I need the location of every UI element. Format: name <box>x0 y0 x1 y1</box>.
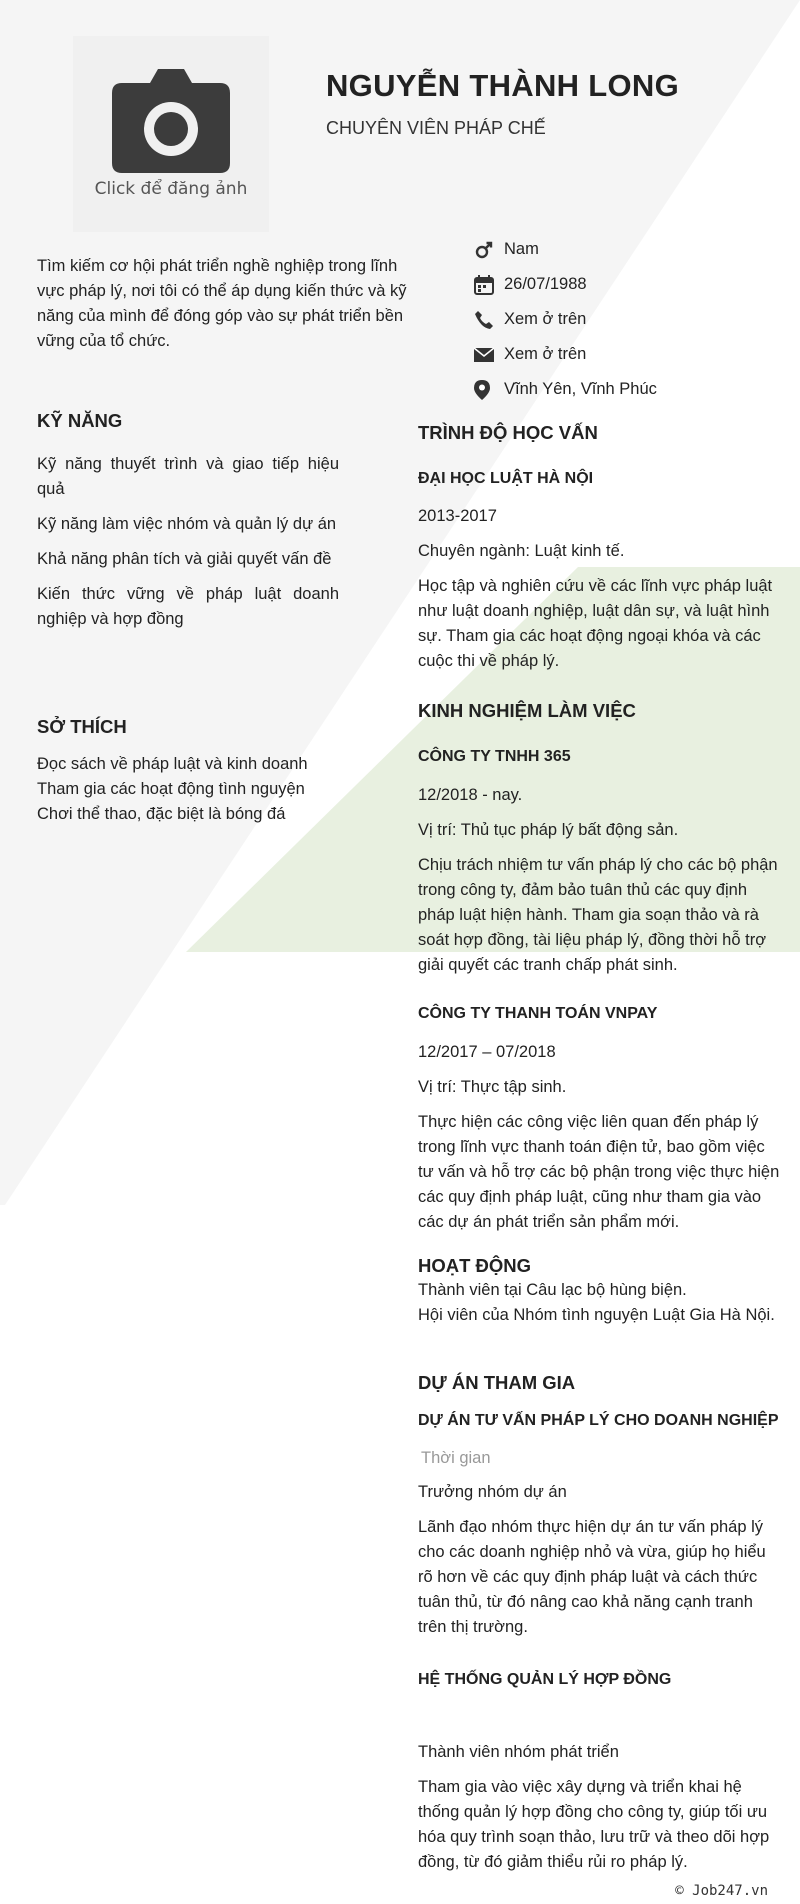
experience-heading: KINH NGHIỆM LÀM VIỆC <box>418 700 636 721</box>
skill-item: Khả năng phân tích và giải quyết vấn đề <box>37 550 332 568</box>
project-name: DỰ ÁN TƯ VẤN PHÁP LÝ CHO DOANH NGHIỆP <box>418 1412 779 1429</box>
job-period: 12/2018 - nay. <box>418 786 523 804</box>
hobbies-heading: SỞ THÍCH <box>37 716 127 737</box>
contact-gender-value: Nam <box>504 240 539 258</box>
contact-info <box>474 232 657 407</box>
contact-email <box>474 337 657 372</box>
contact-address <box>474 372 657 407</box>
footer-copyright: © Job247.vn <box>675 1883 768 1899</box>
contact-email-value: Xem ở trên <box>504 345 587 363</box>
contact-gender <box>474 232 657 267</box>
project-time: Thời gian <box>421 1449 491 1467</box>
project-role: Thành viên nhóm phát triển <box>418 1743 619 1761</box>
candidate-name: NGUYỄN THÀNH LONG <box>326 68 679 103</box>
job-position: Vị trí: Thủ tục pháp lý bất động sản. <box>418 821 679 839</box>
job-company: CÔNG TY THANH TOÁN VNPAY <box>418 1005 658 1022</box>
skill-item: Kỹ năng thuyết trình và giao tiếp hiệu quả <box>37 455 339 498</box>
gender-icon <box>474 239 504 261</box>
education-description: Học tập và nghiên cứu về các lĩnh vực pháp luật như luật doanh nghiệp, luật dân sự, và luật hình sự. Tham gia các hoạt động ngoại khóa và các cuộc thi về pháp lý. <box>418 577 773 670</box>
hobbies-list <box>37 752 308 827</box>
camera-icon <box>112 69 230 173</box>
hobby-item: Đọc sách về pháp luật và kinh doanh <box>37 755 308 773</box>
contact-birthday <box>474 267 657 302</box>
education-school: ĐẠI HỌC LUẬT HÀ NỘI <box>418 470 594 487</box>
photo-upload-label: Click để đăng ảnh <box>94 179 248 199</box>
project-description: Lãnh đạo nhóm thực hiện dự án tư vấn pháp lý cho các doanh nghiệp nhỏ và vừa, giúp họ hiểu rõ hơn về các quy định pháp luật và cách thức tuân thủ, từ đó nâng cao khả năng cạnh tranh trên thị trường. <box>418 1518 766 1636</box>
project-role: Trưởng nhóm dự án <box>418 1483 567 1501</box>
contact-birthday-value: 26/07/1988 <box>504 275 587 293</box>
hobby-item: Tham gia các hoạt động tình nguyện <box>37 780 305 798</box>
calendar-icon <box>474 274 504 296</box>
education-heading: TRÌNH ĐỘ HỌC VẤN <box>418 422 598 443</box>
education-period: 2013-2017 <box>418 507 497 525</box>
job-company: CÔNG TY TNHH 365 <box>418 748 571 765</box>
skills-heading: KỸ NĂNG <box>37 410 123 431</box>
phone-icon <box>474 309 504 331</box>
projects-heading: DỰ ÁN THAM GIA <box>418 1372 576 1393</box>
activities-heading: HOẠT ĐỘNG <box>418 1255 532 1276</box>
photo-upload[interactable] <box>73 36 269 232</box>
job-period: 12/2017 – 07/2018 <box>418 1043 556 1061</box>
contact-phone <box>474 302 657 337</box>
job-title: CHUYÊN VIÊN PHÁP CHẾ <box>326 118 546 138</box>
email-icon <box>474 344 504 366</box>
project-description: Tham gia vào việc xây dựng và triển khai hệ thống quản lý hợp đồng cho công ty, giúp tối ưu hóa quy trình soạn thảo, lưu trữ và theo dõi hợp đồng, từ đó giảm thiểu rủi ro pháp lý. <box>418 1778 770 1871</box>
activity-item: Thành viên tại Câu lạc bộ hùng biện. <box>418 1281 687 1299</box>
location-icon <box>474 379 504 401</box>
activity-item: Hội viên của Nhóm tình nguyện Luật Gia Hà Nội. <box>418 1306 775 1324</box>
skills-list <box>37 452 339 642</box>
skill-item: Kỹ năng làm việc nhóm và quản lý dự án <box>37 515 337 533</box>
hobby-item: Chơi thể thao, đặc biệt là bóng đá <box>37 805 286 823</box>
project-name: HỆ THỐNG QUẢN LÝ HỢP ĐỒNG <box>418 1671 672 1688</box>
contact-phone-value: Xem ở trên <box>504 310 587 328</box>
contact-address-value: Vĩnh Yên, Vĩnh Phúc <box>504 380 657 398</box>
job-position: Vị trí: Thực tập sinh. <box>418 1078 567 1096</box>
education-major: Chuyên ngành: Luật kinh tế. <box>418 542 625 560</box>
job-description: Thực hiện các công việc liên quan đến pháp lý trong lĩnh vực thanh toán điện tử, bao gồm việc tư vấn và hỗ trợ các bộ phận trong việc thực hiện các quy định pháp luật, cũng như tham gia vào các dự án phát triển sản phẩm mới. <box>418 1113 780 1231</box>
skill-item: Kiến thức vững về pháp luật doanh nghiệp và hợp đồng <box>37 585 339 628</box>
job-description: Chịu trách nhiệm tư vấn pháp lý cho các bộ phận trong công ty, đảm bảo tuân thủ các quy định pháp luật hiện hành. Tham gia soạn thảo và rà soát hợp đồng, tài liệu pháp lý, đồng thời hỗ trợ giải quyết các tranh chấp phát sinh. <box>418 856 778 974</box>
career-objective: Tìm kiếm cơ hội phát triển nghề nghiệp trong lĩnh vực pháp lý, nơi tôi có thể áp dụng kiến thức và kỹ năng của mình để đóng góp vào sự phát triển bền vững của tổ chức. <box>37 257 407 350</box>
